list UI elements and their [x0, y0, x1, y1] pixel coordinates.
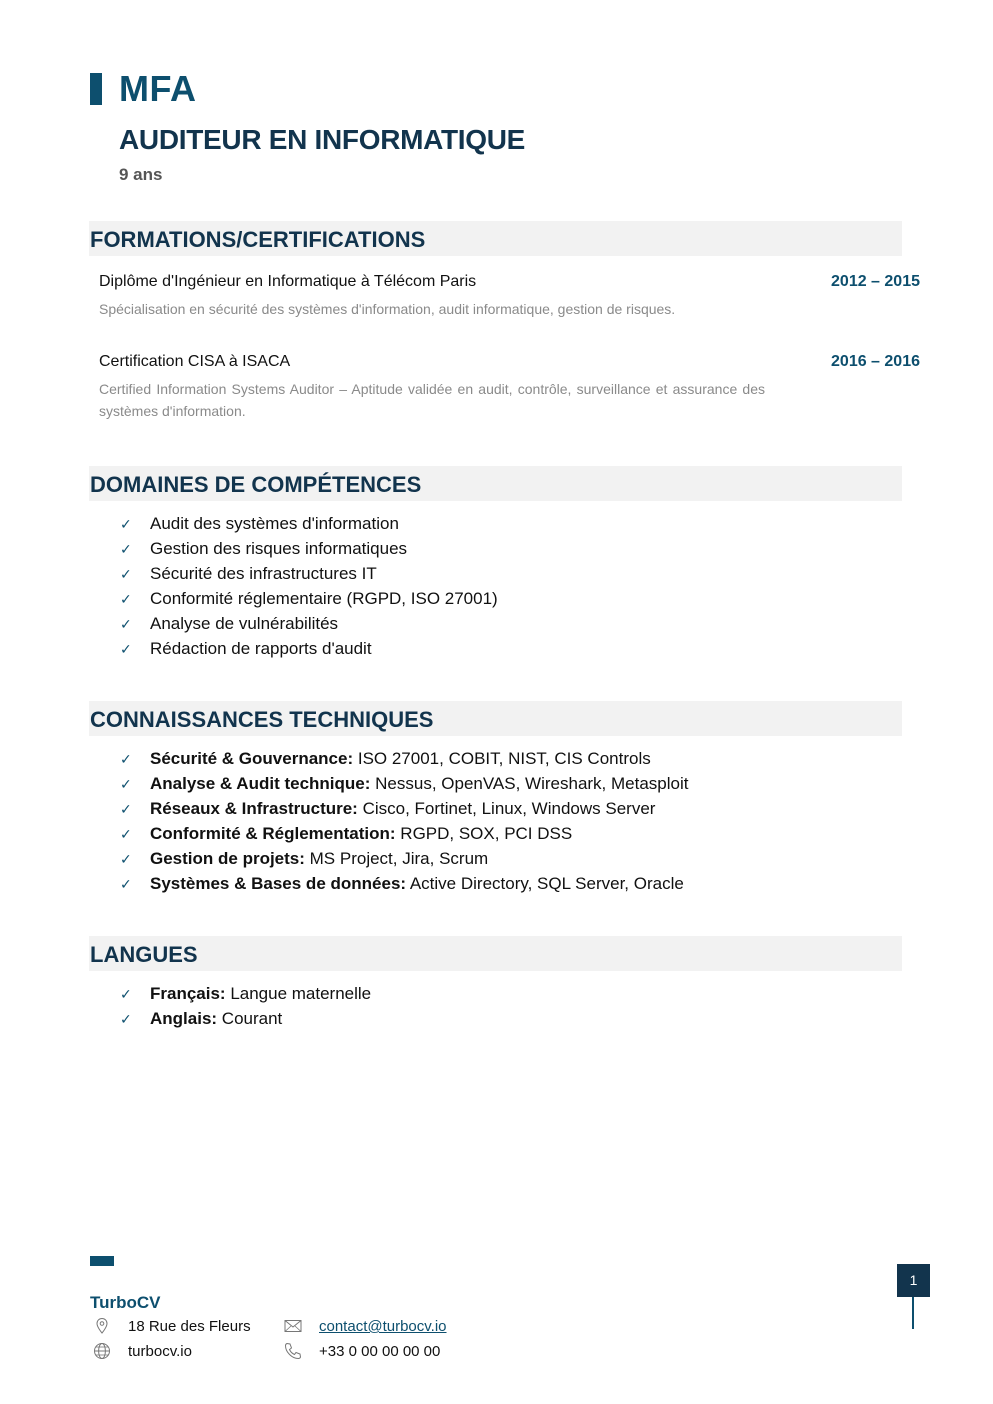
list-item: ✓ Conformité & Réglementation: RGPD, SOX, PCI DSS [120, 821, 688, 846]
candidate-name: MFA [119, 68, 197, 109]
check-icon: ✓ [120, 1011, 132, 1027]
tech-list [120, 746, 688, 896]
section-heading-education: FORMATIONS/CERTIFICATIONS [89, 221, 902, 256]
footer-accent-bar [90, 1256, 114, 1266]
section-heading-tech: CONNAISSANCES TECHNIQUES [89, 701, 902, 736]
education-dates: 2016 – 2016 [831, 353, 920, 370]
education-description: Certified Information Systems Auditor – Aptitude validée en audit, contrôle, surveillance et assurance des systèmes d'information. [99, 381, 765, 419]
footer-brand: TurboCV [90, 1293, 161, 1312]
education-title: Diplôme d'Ingénieur en Informatique à Télécom Paris [99, 273, 477, 290]
list-item: ✓ Audit des systèmes d'information [120, 511, 498, 536]
check-icon: ✓ [120, 776, 132, 792]
list-item: ✓ Analyse de vulnérabilités [120, 611, 498, 636]
list-item: ✓ Rédaction de rapports d'audit [120, 636, 498, 661]
check-icon: ✓ [120, 801, 132, 817]
list-item: ✓ Réseaux & Infrastructure: Cisco, Fortinet, Linux, Windows Server [120, 796, 688, 821]
list-item: ✓ Systèmes & Bases de données: Active Directory, SQL Server, Oracle [120, 871, 688, 896]
globe-icon [92, 1341, 112, 1361]
footer-email-link[interactable]: contact@turbocv.io [319, 1318, 447, 1335]
languages-list [120, 981, 371, 1031]
check-icon: ✓ [120, 591, 132, 607]
check-icon: ✓ [120, 986, 132, 1002]
footer-address: 18 Rue des Fleurs [128, 1318, 251, 1335]
section-heading-languages: LANGUES [89, 936, 902, 971]
list-item: ✓ Conformité réglementaire (RGPD, ISO 27001) [120, 586, 498, 611]
check-icon: ✓ [120, 751, 132, 767]
footer-phone: +33 0 00 00 00 00 [319, 1343, 441, 1360]
check-icon: ✓ [120, 541, 132, 557]
name-accent-bar [90, 73, 102, 105]
list-item: ✓ Gestion des risques informatiques [120, 536, 498, 561]
skills-list [120, 511, 498, 661]
list-item: ✓ Français: Langue maternelle [120, 981, 371, 1006]
check-icon: ✓ [120, 641, 132, 657]
page-number-line [912, 1297, 914, 1329]
footer-website[interactable]: turbocv.io [128, 1343, 192, 1360]
check-icon: ✓ [120, 851, 132, 867]
envelope-icon [283, 1316, 303, 1336]
section-heading-skills: DOMAINES DE COMPÉTENCES [89, 466, 902, 501]
education-dates: 2012 – 2015 [831, 273, 920, 290]
check-icon: ✓ [120, 826, 132, 842]
education-description: Spécialisation en sécurité des systèmes d'information, audit informatique, gestion de risques. [99, 301, 676, 317]
list-item: ✓ Sécurité & Gouvernance: ISO 27001, COBIT, NIST, CIS Controls [120, 746, 688, 771]
check-icon: ✓ [120, 876, 132, 892]
experience-years: 9 ans [119, 165, 163, 184]
list-item: ✓ Gestion de projets: MS Project, Jira, Scrum [120, 846, 688, 871]
job-title: AUDITEUR EN INFORMATIQUE [119, 124, 526, 155]
map-pin-icon [92, 1316, 112, 1336]
page-number: 1 [897, 1264, 930, 1297]
check-icon: ✓ [120, 566, 132, 582]
list-item: ✓ Sécurité des infrastructures IT [120, 561, 498, 586]
check-icon: ✓ [120, 516, 132, 532]
list-item: ✓ Anglais: Courant [120, 1006, 371, 1031]
education-title: Certification CISA à ISACA [99, 353, 291, 370]
phone-icon [283, 1341, 303, 1361]
list-item: ✓ Analyse & Audit technique: Nessus, OpenVAS, Wireshark, Metasploit [120, 771, 688, 796]
check-icon: ✓ [120, 616, 132, 632]
